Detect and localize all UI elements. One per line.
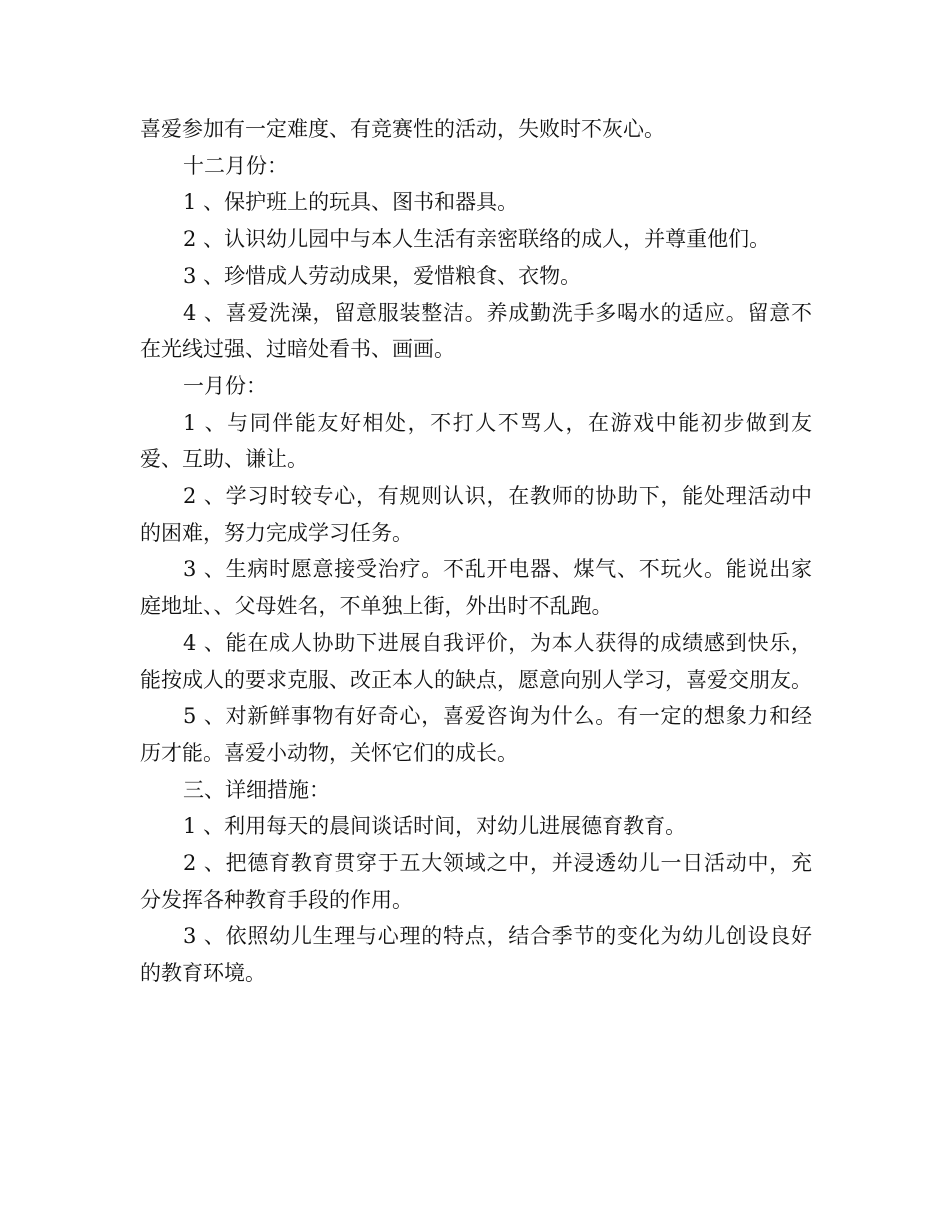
paragraph-continuation: 喜爱参加有一定难度、有竞赛性的活动，失败时不灰心。 — [140, 117, 665, 141]
heading-december: 十二月份： — [183, 153, 289, 178]
heading-measures: 三、详细措施： — [183, 777, 331, 802]
list-item-january-5: 5 、对新鲜事物有好奇心，喜爱咨询为什么。有一定的想象力和经历才能。喜爱小动物，关怀它们的成长。 — [140, 704, 812, 765]
list-item-measures-2: 2 、把德育教育贯穿于五大领域之中，并浸透幼儿一日活动中，充分发挥各种教育手段的作用。 — [140, 851, 812, 912]
list-item-december-2: 2 、认识幼儿园中与本人生活有亲密联络的成人，并尊重他们。 — [183, 227, 771, 252]
list-item-december-3: 3 、珍惜成人劳动成果，爱惜粮食、衣物。 — [183, 263, 582, 288]
heading-january: 一月份： — [183, 373, 268, 398]
document-body — [140, 111, 812, 992]
list-item-january-2: 2 、学习时较专心，有规则认识，在教师的协助下，能处理活动中的困难，努力完成学习任务。 — [140, 484, 812, 545]
list-item-january-3: 3 、生病时愿意接受治疗。不乱开电器、煤气、不玩火。能说出家庭地址、、父母姓名，不单独上街，外出时不乱跑。 — [140, 557, 812, 619]
list-item-measures-1: 1 、利用每天的晨间谈话时间，对幼儿进展德育教育。 — [183, 814, 687, 839]
list-item-december-1: 1 、保护班上的玩具、图书和器具。 — [183, 190, 519, 215]
list-item-measures-3: 3 、依照幼儿生理与心理的特点，结合季节的变化为幼儿创设良好的教育环境。 — [140, 924, 812, 986]
list-item-january-4: 4 、能在成人协助下进展自我评价，为本人获得的成绩感到快乐，能按成人的要求克服、改正本人的缺点，愿意向别人学习，喜爱交朋友。 — [140, 630, 812, 692]
list-item-december-4: 4 、喜爱洗澡，留意服装整洁。养成勤洗手多喝水的适应。留意不在光线过强、过暗处看书、画画。 — [140, 300, 812, 362]
list-item-january-1: 1 、与同伴能友好相处，不打人不骂人，在游戏中能初步做到友爱、互助、谦让。 — [140, 410, 812, 472]
